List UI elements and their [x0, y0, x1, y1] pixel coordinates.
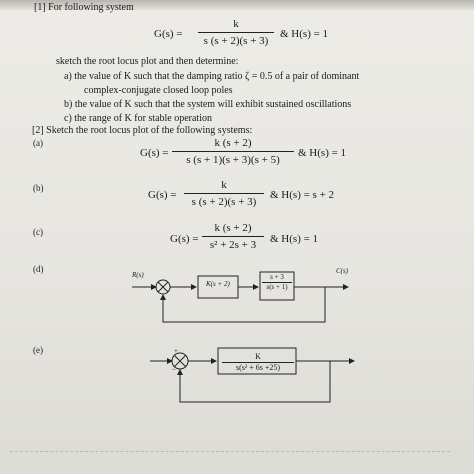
- q2e-feedback-path: [180, 361, 330, 402]
- q2d-block1: [198, 276, 238, 298]
- q1-gs-numerator: k: [233, 18, 239, 30]
- q2b-gs-label: G(s) =: [148, 189, 177, 201]
- q2d-label: (d): [33, 264, 44, 274]
- q1-part-a-line1: a) the value of K such that the damping ratio ζ = 0.5 of a pair of dominant: [64, 71, 360, 82]
- q2b-numerator: k: [221, 179, 227, 191]
- q2c-hs: & H(s) = 1: [270, 233, 319, 245]
- q2b-label: (b): [33, 183, 44, 193]
- q2d-block1-text: K(s + 2): [206, 280, 230, 288]
- q2b-hs: & H(s) = s + 2: [270, 189, 335, 201]
- q1-part-b: b) the value of K such that the system will exhibit sustained oscillations: [64, 99, 352, 110]
- q2e-label: (e): [33, 345, 43, 355]
- q2b-denominator: s (s + 2)(s + 3): [191, 196, 257, 208]
- q2a-numerator: k (s + 2): [214, 137, 252, 149]
- q2c-gs-label: G(s) =: [170, 233, 199, 245]
- q1-gs-label: G(s) =: [154, 28, 183, 40]
- q2-heading: [2] Sketch the root locus plot of the following systems:: [32, 125, 253, 136]
- q2e-block: [218, 348, 296, 374]
- q1-heading: [1] For following system: [34, 2, 134, 13]
- q1-hs: & H(s) = 1: [280, 28, 329, 40]
- q2d-block2: [260, 272, 294, 300]
- q2e-block-numerator: K: [255, 352, 261, 361]
- q2e-block-denominator: s(s² + 6s +25): [235, 363, 281, 372]
- q2a-hs: & H(s) = 1: [298, 147, 347, 159]
- q2e-plus-sign: +: [174, 347, 178, 355]
- q2d-block2-denominator: s(s + 1): [266, 283, 288, 291]
- q2a-label: (a): [33, 138, 43, 148]
- q2d-output-label: C(s): [336, 267, 349, 275]
- q1-gs-denominator: s (s + 2)(s + 3): [203, 35, 269, 47]
- q2e-diagram: [150, 348, 354, 402]
- q2d-block2-numerator: s + 3: [270, 273, 284, 281]
- q2a-gs-label: G(s) =: [140, 147, 169, 159]
- q1-part-c: c) the range of K for stable operation: [64, 113, 212, 124]
- q2c-label: (c): [33, 227, 43, 237]
- q2c-denominator: s² + 2s + 3: [209, 239, 257, 251]
- q1-intro: sketch the root locus plot and then determine:: [56, 56, 239, 67]
- q1-part-a-line2: complex-conjugate closed loop poles: [84, 85, 233, 96]
- q2c-numerator: k (s + 2): [214, 222, 252, 234]
- faint-dashed-line: [10, 451, 450, 452]
- q2e-minus-sign: −: [172, 366, 176, 374]
- q2d-feedback-path: [163, 287, 325, 322]
- q2a-denominator: s (s + 1)(s + 3)(s + 5): [186, 154, 280, 166]
- q2d-diagram: [132, 272, 348, 322]
- q2d-input-label: R(s): [132, 271, 144, 279]
